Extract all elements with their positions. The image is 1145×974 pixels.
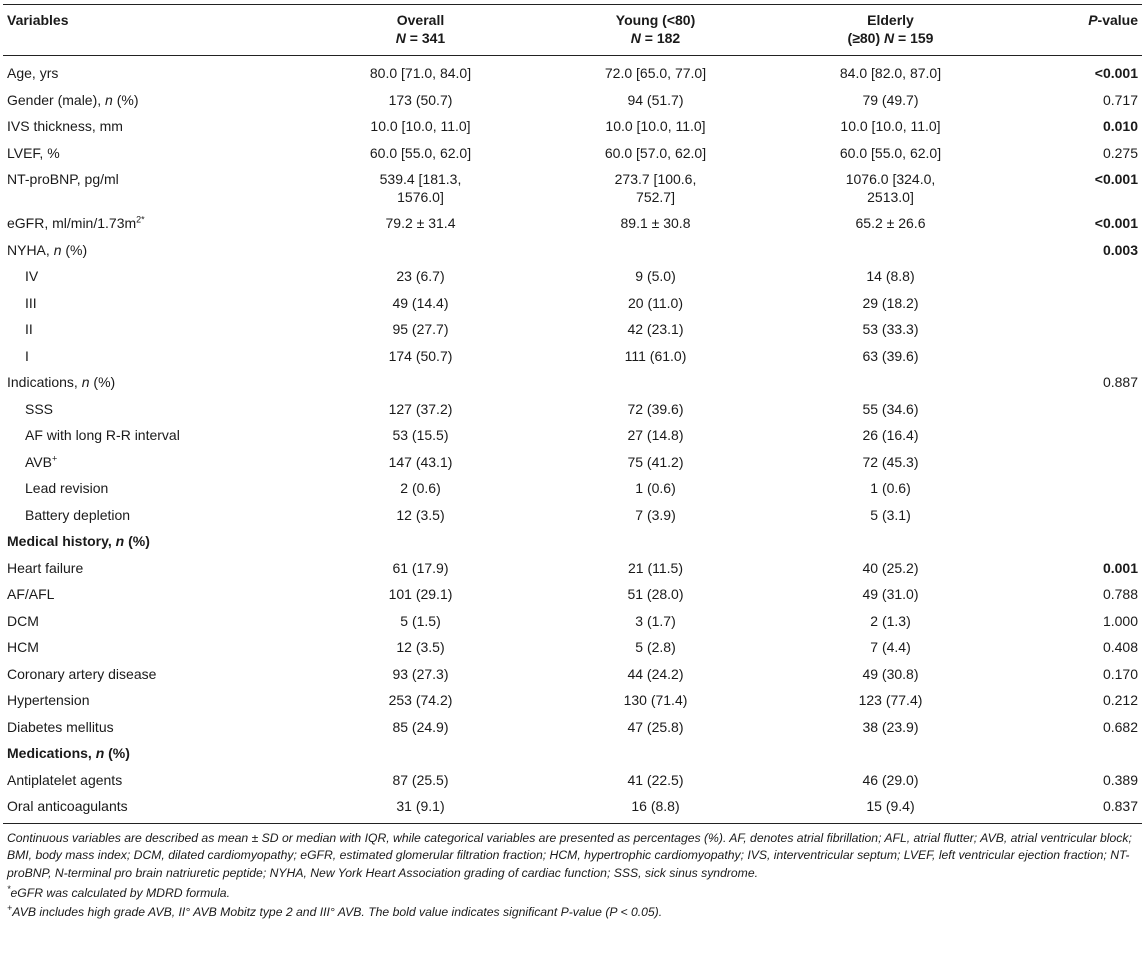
cell-overall: 147 (43.1) [388, 453, 453, 470]
cell-young: 111 (61.0) [624, 347, 687, 364]
cell-elderly: 63 (39.6) [862, 347, 919, 364]
cell-young: 51 (28.0) [627, 586, 684, 602]
cell-elderly: 1076.0 [324.0, 2513.0] [845, 171, 936, 205]
footnote-main: Continuous variables are described as mean ± SD or median with IQR, while categorical variables are presented as percentages (%). AF, denotes atrial fibrillation; AFL, atrial flutter; AVB, atrial ventricular block; BMI, body mass index; DCM, dilated cardiomyopathy; eGFR, estimated glomerular filtration fraction; HCM, hypertrophic cardiomyopathy; IVS, interventricular septum; LVEF, left ventricular ejection fraction; NT-proBNP, N-terminal pro brain natriuretic peptide; NYHA, New York Heart Association grading of cardiac function; SSS, sick sinus syndrome. [7, 830, 1132, 880]
cell-overall: 61 (17.9) [392, 559, 449, 576]
cell-pvalue: 0.408 [1102, 639, 1138, 655]
cell-pvalue: 0.010 [1102, 118, 1138, 134]
table-footnotes [3, 824, 1142, 922]
cell-elderly: 53 (33.3) [862, 321, 919, 337]
cell-elderly: 79 (49.7) [862, 91, 919, 108]
table-row [3, 56, 1142, 88]
row-label: Gender (male), n (%) [7, 91, 139, 108]
table-row [3, 450, 1142, 477]
cell-elderly: 60.0 [55.0, 62.0] [839, 144, 942, 161]
cell-pvalue: 0.275 [1102, 144, 1138, 161]
cell-elderly: 72 (45.3) [862, 453, 919, 470]
table-row [3, 556, 1142, 583]
table-row [3, 397, 1142, 424]
cell-pvalue: 0.717 [1102, 91, 1138, 108]
table-row [3, 141, 1142, 168]
footnote-marker: + [51, 452, 58, 463]
cell-overall [303, 370, 538, 397]
cell-overall: 93 (27.3) [392, 665, 449, 682]
table-row [3, 715, 1142, 742]
cell-overall: 80.0 [71.0, 84.0] [369, 65, 472, 81]
cell-elderly: 46 (29.0) [862, 771, 919, 788]
section-row-medical-history [3, 529, 1142, 556]
cell-overall: 174 (50.7) [388, 347, 453, 364]
cell-elderly: 65.2 ± 26.6 [855, 215, 926, 231]
cell-elderly: 55 (34.6) [862, 400, 919, 417]
table-row [3, 635, 1142, 662]
row-label: Diabetes mellitus [7, 718, 114, 735]
overall-n: N = 341 [395, 29, 446, 46]
table-row [3, 114, 1142, 141]
cell-overall: 12 (3.5) [396, 506, 445, 523]
cell-young [538, 370, 773, 397]
cell-pvalue: 0.170 [1102, 665, 1138, 682]
cell-overall: 23 (6.7) [396, 268, 445, 284]
cell-elderly: 2 (1.3) [870, 612, 911, 629]
row-label: I [25, 347, 29, 364]
cell-young [538, 238, 773, 265]
cell-young: 89.1 ± 30.8 [620, 215, 691, 231]
cell-elderly: 84.0 [82.0, 87.0] [839, 65, 942, 81]
cell-overall: 127 (37.2) [388, 400, 453, 417]
section-label: Medical history, n (%) [7, 533, 150, 549]
row-label: Coronary artery disease [7, 665, 157, 682]
cell-young: 72 (39.6) [627, 400, 684, 417]
section-row-medications [3, 741, 1142, 768]
row-label: IV [25, 268, 39, 284]
cell-pvalue [1008, 397, 1142, 424]
row-label: LVEF, % [7, 144, 60, 161]
cell-elderly: 10.0 [10.0, 11.0] [840, 118, 941, 134]
cell-pvalue [1008, 317, 1142, 344]
cell-overall: 31 (9.1) [303, 794, 538, 823]
table-row [3, 344, 1142, 371]
col-header-elderly: Elderly (≥80) N = 159 [773, 5, 1008, 56]
cell-elderly: 49 (31.0) [862, 586, 919, 602]
cell-young: 47 (25.8) [627, 718, 684, 735]
young-n: N = 182 [630, 29, 681, 46]
cell-young: 27 (14.8) [627, 427, 684, 443]
cell-pvalue: 0.682 [1102, 718, 1138, 735]
cell-elderly: 14 (8.8) [866, 268, 915, 284]
cell-young: 1 (0.6) [635, 480, 676, 496]
cell-young: 16 (8.8) [538, 794, 773, 823]
cell-pvalue: <0.001 [1094, 215, 1138, 231]
row-label: Lead revision [25, 480, 109, 496]
row-label: II [25, 321, 33, 337]
row-label: III [25, 294, 37, 311]
elderly-n: (≥80) N = 159 [847, 29, 934, 46]
cell-pvalue: 0.001 [1102, 559, 1138, 576]
table-row [3, 794, 1142, 823]
cell-overall: 60.0 [55.0, 62.0] [369, 144, 472, 161]
cell-overall: 95 (27.7) [392, 321, 449, 337]
footnote-marker: 2* [136, 214, 145, 225]
cell-young: 41 (22.5) [627, 771, 684, 788]
col-header-young: Young (<80) N = 182 [538, 5, 773, 56]
cell-young: 7 (3.9) [635, 506, 676, 523]
cell-young: 60.0 [57.0, 62.0] [604, 144, 707, 161]
table-row [3, 609, 1142, 636]
cell-elderly: 5 (3.1) [870, 506, 911, 523]
row-label: eGFR, $ml/\min/1.73m^{2*}$ [7, 214, 145, 231]
cell-elderly: 7 (4.4) [870, 639, 911, 655]
row-label: Age, yrs [7, 65, 59, 81]
cell-young: 10.0 [10.0, 11.0] [605, 118, 706, 134]
table-row [3, 370, 1142, 397]
table-row [3, 317, 1142, 344]
row-label: Heart failure [7, 559, 84, 576]
row-label: AVB+ [25, 452, 58, 470]
cell-young: 20 (11.0) [628, 294, 683, 311]
cell-young: 130 (71.4) [623, 692, 688, 708]
cell-elderly: 26 (16.4) [862, 427, 919, 443]
section-label: Medications, n (%) [7, 745, 130, 761]
table-row [3, 238, 1142, 265]
row-label: Hypertension [7, 692, 90, 708]
cell-overall: 53 (15.5) [392, 427, 449, 443]
cell-elderly: 15 (9.4) [773, 794, 1008, 823]
cell-elderly: 49 (30.8) [862, 665, 919, 682]
cell-overall: 101 (29.1) [388, 586, 453, 602]
col-header-pvalue: P-value [1008, 5, 1142, 56]
col-header-variables: Variables [3, 5, 303, 56]
cell-pvalue: 0.837 [1008, 794, 1142, 823]
row-label: SSS [25, 400, 54, 417]
cell-pvalue [1008, 476, 1142, 503]
table-row [3, 291, 1142, 318]
table-row [3, 662, 1142, 689]
cell-elderly: 38 (23.9) [862, 718, 919, 735]
table-row [3, 167, 1142, 211]
characteristics-table [3, 4, 1142, 824]
cell-elderly: 123 (77.4) [858, 692, 923, 708]
row-label: Antiplatelet agents [7, 771, 123, 788]
cell-overall: 539.4 [181.3, 1576.0] [379, 171, 462, 205]
cell-young: 21 (11.5) [628, 559, 683, 576]
cell-pvalue: 0.788 [1102, 586, 1138, 602]
cell-young: 9 (5.0) [635, 268, 676, 284]
cell-pvalue: 0.887 [1102, 374, 1138, 390]
cell-pvalue: 0.003 [1102, 241, 1138, 258]
cell-overall: 87 (25.5) [392, 771, 449, 788]
cell-overall: 253 (74.2) [388, 692, 453, 708]
table-row [3, 582, 1142, 609]
table-row [3, 264, 1142, 291]
cell-pvalue: <0.001 [1094, 65, 1138, 81]
cell-young: 273.7 [100.6, 752.7] [614, 171, 697, 205]
cell-pvalue: 1.000 [1102, 612, 1138, 629]
table-row [3, 503, 1142, 530]
row-label: NT-proBNP, pg/ml [7, 171, 119, 187]
footnote-star: *eGFR was calculated by MDRD formula. [7, 883, 230, 900]
cell-overall: 49 (14.4) [392, 294, 449, 311]
cell-elderly [773, 370, 1008, 397]
row-label: Battery depletion [25, 506, 131, 523]
cell-elderly: 1 (0.6) [870, 480, 911, 496]
cell-young: 42 (23.1) [627, 321, 684, 337]
cell-pvalue: <0.001 [1094, 171, 1138, 187]
cell-elderly [773, 238, 1008, 265]
cell-overall: 173 (50.7) [388, 91, 453, 108]
row-label: NYHA, n (%) [7, 241, 88, 258]
cell-overall: 12 (3.5) [396, 639, 445, 655]
table-row [3, 688, 1142, 715]
row-label: Indications, n (%) [7, 374, 116, 390]
cell-elderly: 40 (25.2) [862, 559, 919, 576]
cell-overall: 79.2 ± 31.4 [385, 215, 456, 231]
cell-pvalue [1008, 423, 1142, 450]
cell-pvalue [1008, 344, 1142, 371]
cell-young: 3 (1.7) [635, 612, 676, 629]
row-label: IVS thickness, mm [7, 118, 123, 134]
cell-young: 5 (2.8) [635, 639, 676, 655]
cell-overall [303, 238, 538, 265]
cell-overall: 2 (0.6) [400, 480, 441, 496]
row-label: AF with long R-R interval [25, 427, 180, 443]
table-header [3, 5, 1142, 56]
row-label: AF/AFL [7, 586, 55, 602]
table-row [3, 768, 1142, 795]
row-label: HCM [7, 639, 39, 655]
table-row [3, 423, 1142, 450]
row-label: DCM [7, 612, 39, 629]
cell-pvalue: 0.212 [1102, 692, 1138, 708]
cell-pvalue [1008, 291, 1142, 318]
cell-overall: 5 (1.5) [400, 612, 441, 629]
cell-overall: 10.0 [10.0, 11.0] [370, 118, 471, 134]
table-body [3, 56, 1142, 824]
col-header-overall: Overall N = 341 [303, 5, 538, 56]
cell-overall: 85 (24.9) [392, 718, 449, 735]
row-label: Oral anticoagulants [3, 794, 303, 823]
cell-young: 94 (51.7) [627, 91, 684, 108]
cell-pvalue: 0.389 [1102, 771, 1138, 788]
cell-pvalue [1008, 503, 1142, 530]
table-row [3, 88, 1142, 115]
table-row [3, 476, 1142, 503]
cell-young: 75 (41.2) [627, 453, 684, 470]
cell-young: 72.0 [65.0, 77.0] [604, 65, 707, 81]
table-row [3, 211, 1142, 238]
cell-pvalue [1008, 264, 1142, 291]
cell-elderly: 29 (18.2) [862, 294, 919, 311]
footnote-plus: +AVB includes high grade AVB, II° AVB Mobitz type 2 and III° AVB. The bold value indicates significant P-value (P < 0.05). [7, 903, 663, 920]
cell-young: 44 (24.2) [627, 665, 684, 682]
cell-pvalue [1008, 450, 1142, 477]
